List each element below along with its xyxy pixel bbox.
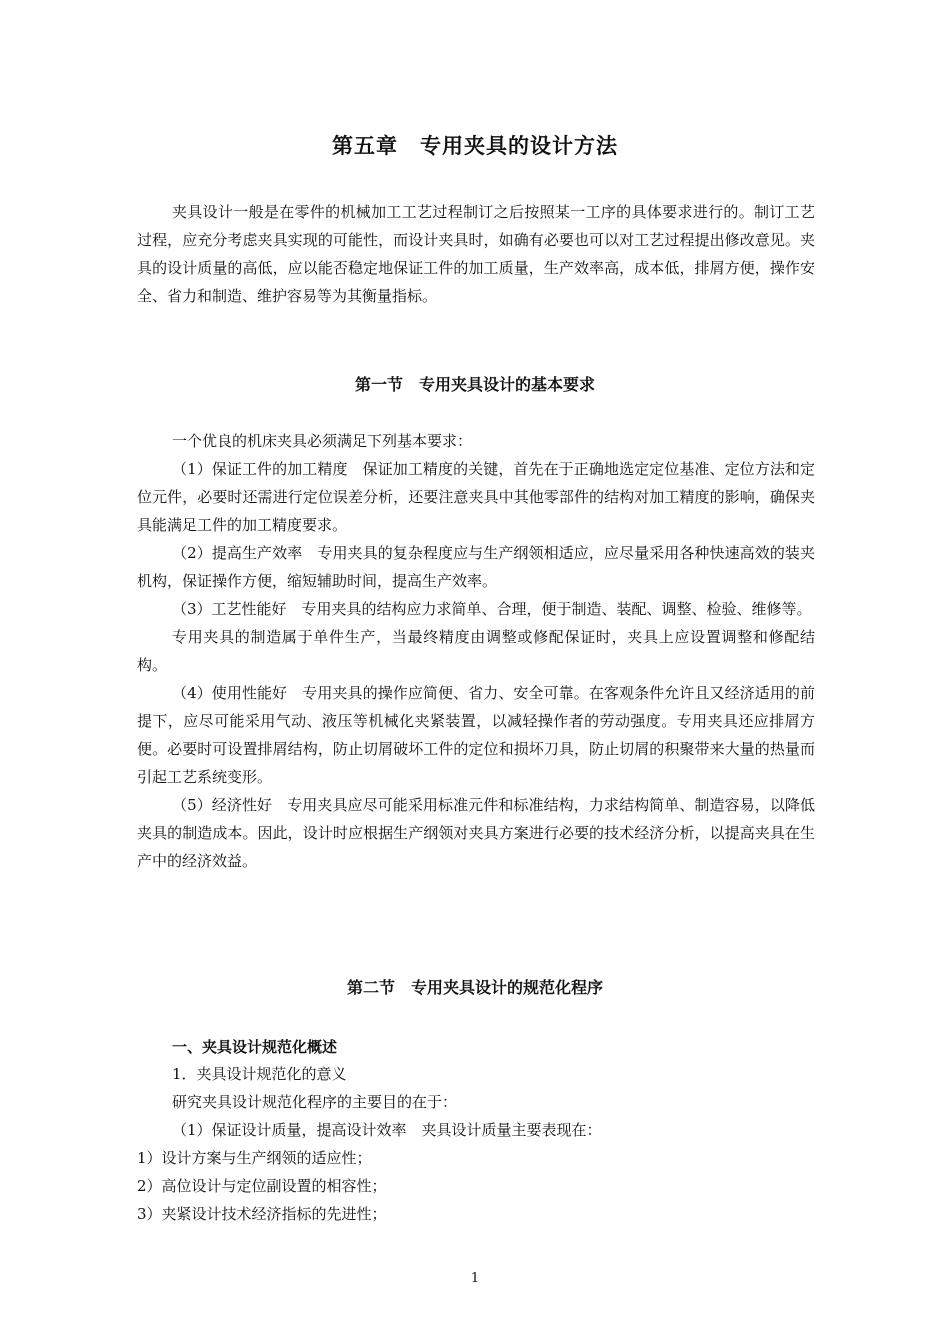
- list-line: 2）高位设计与定位副设置的相容性；: [137, 1177, 387, 1195]
- list-line: 3）夹紧设计技术经济指标的先进性；: [137, 1205, 387, 1223]
- requirement-2-paragraph: （2）提高生产效率 专用夹具的复杂程度应与生产纲领相适应，应尽量采用各种快速高效的装夹机构，保证操作方便，缩短辅助时间，提高生产效率。: [137, 544, 815, 590]
- chapter-title: 第五章 专用夹具的设计方法: [332, 134, 618, 158]
- requirement-4-paragraph: （4）使用性能好 专用夹具的操作应简便、省力、安全可靠。在客观条件允许且又经济适用的前提下，应尽可能采用气动、液压等机械化夹紧装置，以减轻操作者的劳动强度。专用夹具还应排屑方便。必要时可设置排屑结构，防止切屑破坏工件的定位和损坏刀具，防止切屑的积聚带来大量的热量而引起工艺系统变形。: [137, 684, 815, 786]
- manufacturing-note-paragraph: 专用夹具的制造属于单件生产，当最终精度由调整或修配保证时，夹具上应设置调整和修配结构。: [137, 628, 815, 674]
- intro-block: [137, 198, 815, 310]
- list-line: 1．夹具设计规范化的意义: [172, 1065, 347, 1083]
- section-2-title: 第二节 专用夹具设计的规范化程序: [346, 978, 603, 997]
- intro-paragraph: 夹具设计一般是在零件的机械加工工艺过程制订之后按照某一工序的具体要求进行的。制订工艺过程，应充分考虑夹具实现的可能性，而设计夹具时，如确有必要也可以对工艺过程提出修改意见。夹具的设计质量的高低，应以能否稳定地保证工件的加工质量，生产效率高，成本低，排屑方便，操作安全、省力和制造、维护容易等为其衡量指标。: [137, 203, 815, 305]
- list-line: 研究夹具设计规范化程序的主要目的在于：: [172, 1093, 458, 1111]
- list-line: （1）保证设计质量，提高设计效率 夹具设计质量主要表现在：: [172, 1121, 602, 1139]
- section-1-body: [137, 427, 815, 875]
- section-1-paragraph-intro: 一个优良的机床夹具必须满足下列基本要求：: [172, 432, 473, 450]
- requirement-5-paragraph: （5）经济性好 专用夹具应尽可能采用标准元件和标准结构，力求结构简单、制造容易，以降低夹具的制造成本。因此，设计时应根据生产纲领对夹具方案进行必要的技术经济分析，以提高夹具在生产中的经济效益。: [137, 796, 815, 870]
- requirement-1-paragraph: （1）保证工件的加工精度 保证加工精度的关键，首先在于正确地选定定位基准、定位方法和定位元件，必要时还需进行定位误差分析，还要注意夹具中其他零部件的结构对加工精度的影响，确保夹具能满足工件的加工精度要求。: [137, 460, 815, 534]
- requirement-3-paragraph: （3）工艺性能好 专用夹具的结构应力求简单、合理，便于制造、装配、调整、检验、维修等。: [172, 600, 812, 618]
- page-number: 1: [470, 1271, 480, 1286]
- list-line: 1）设计方案与生产纲领的适应性；: [137, 1149, 372, 1167]
- subsection-title: 一、夹具设计规范化概述: [172, 1038, 338, 1056]
- section-1-title: 第一节 专用夹具设计的基本要求: [354, 375, 595, 394]
